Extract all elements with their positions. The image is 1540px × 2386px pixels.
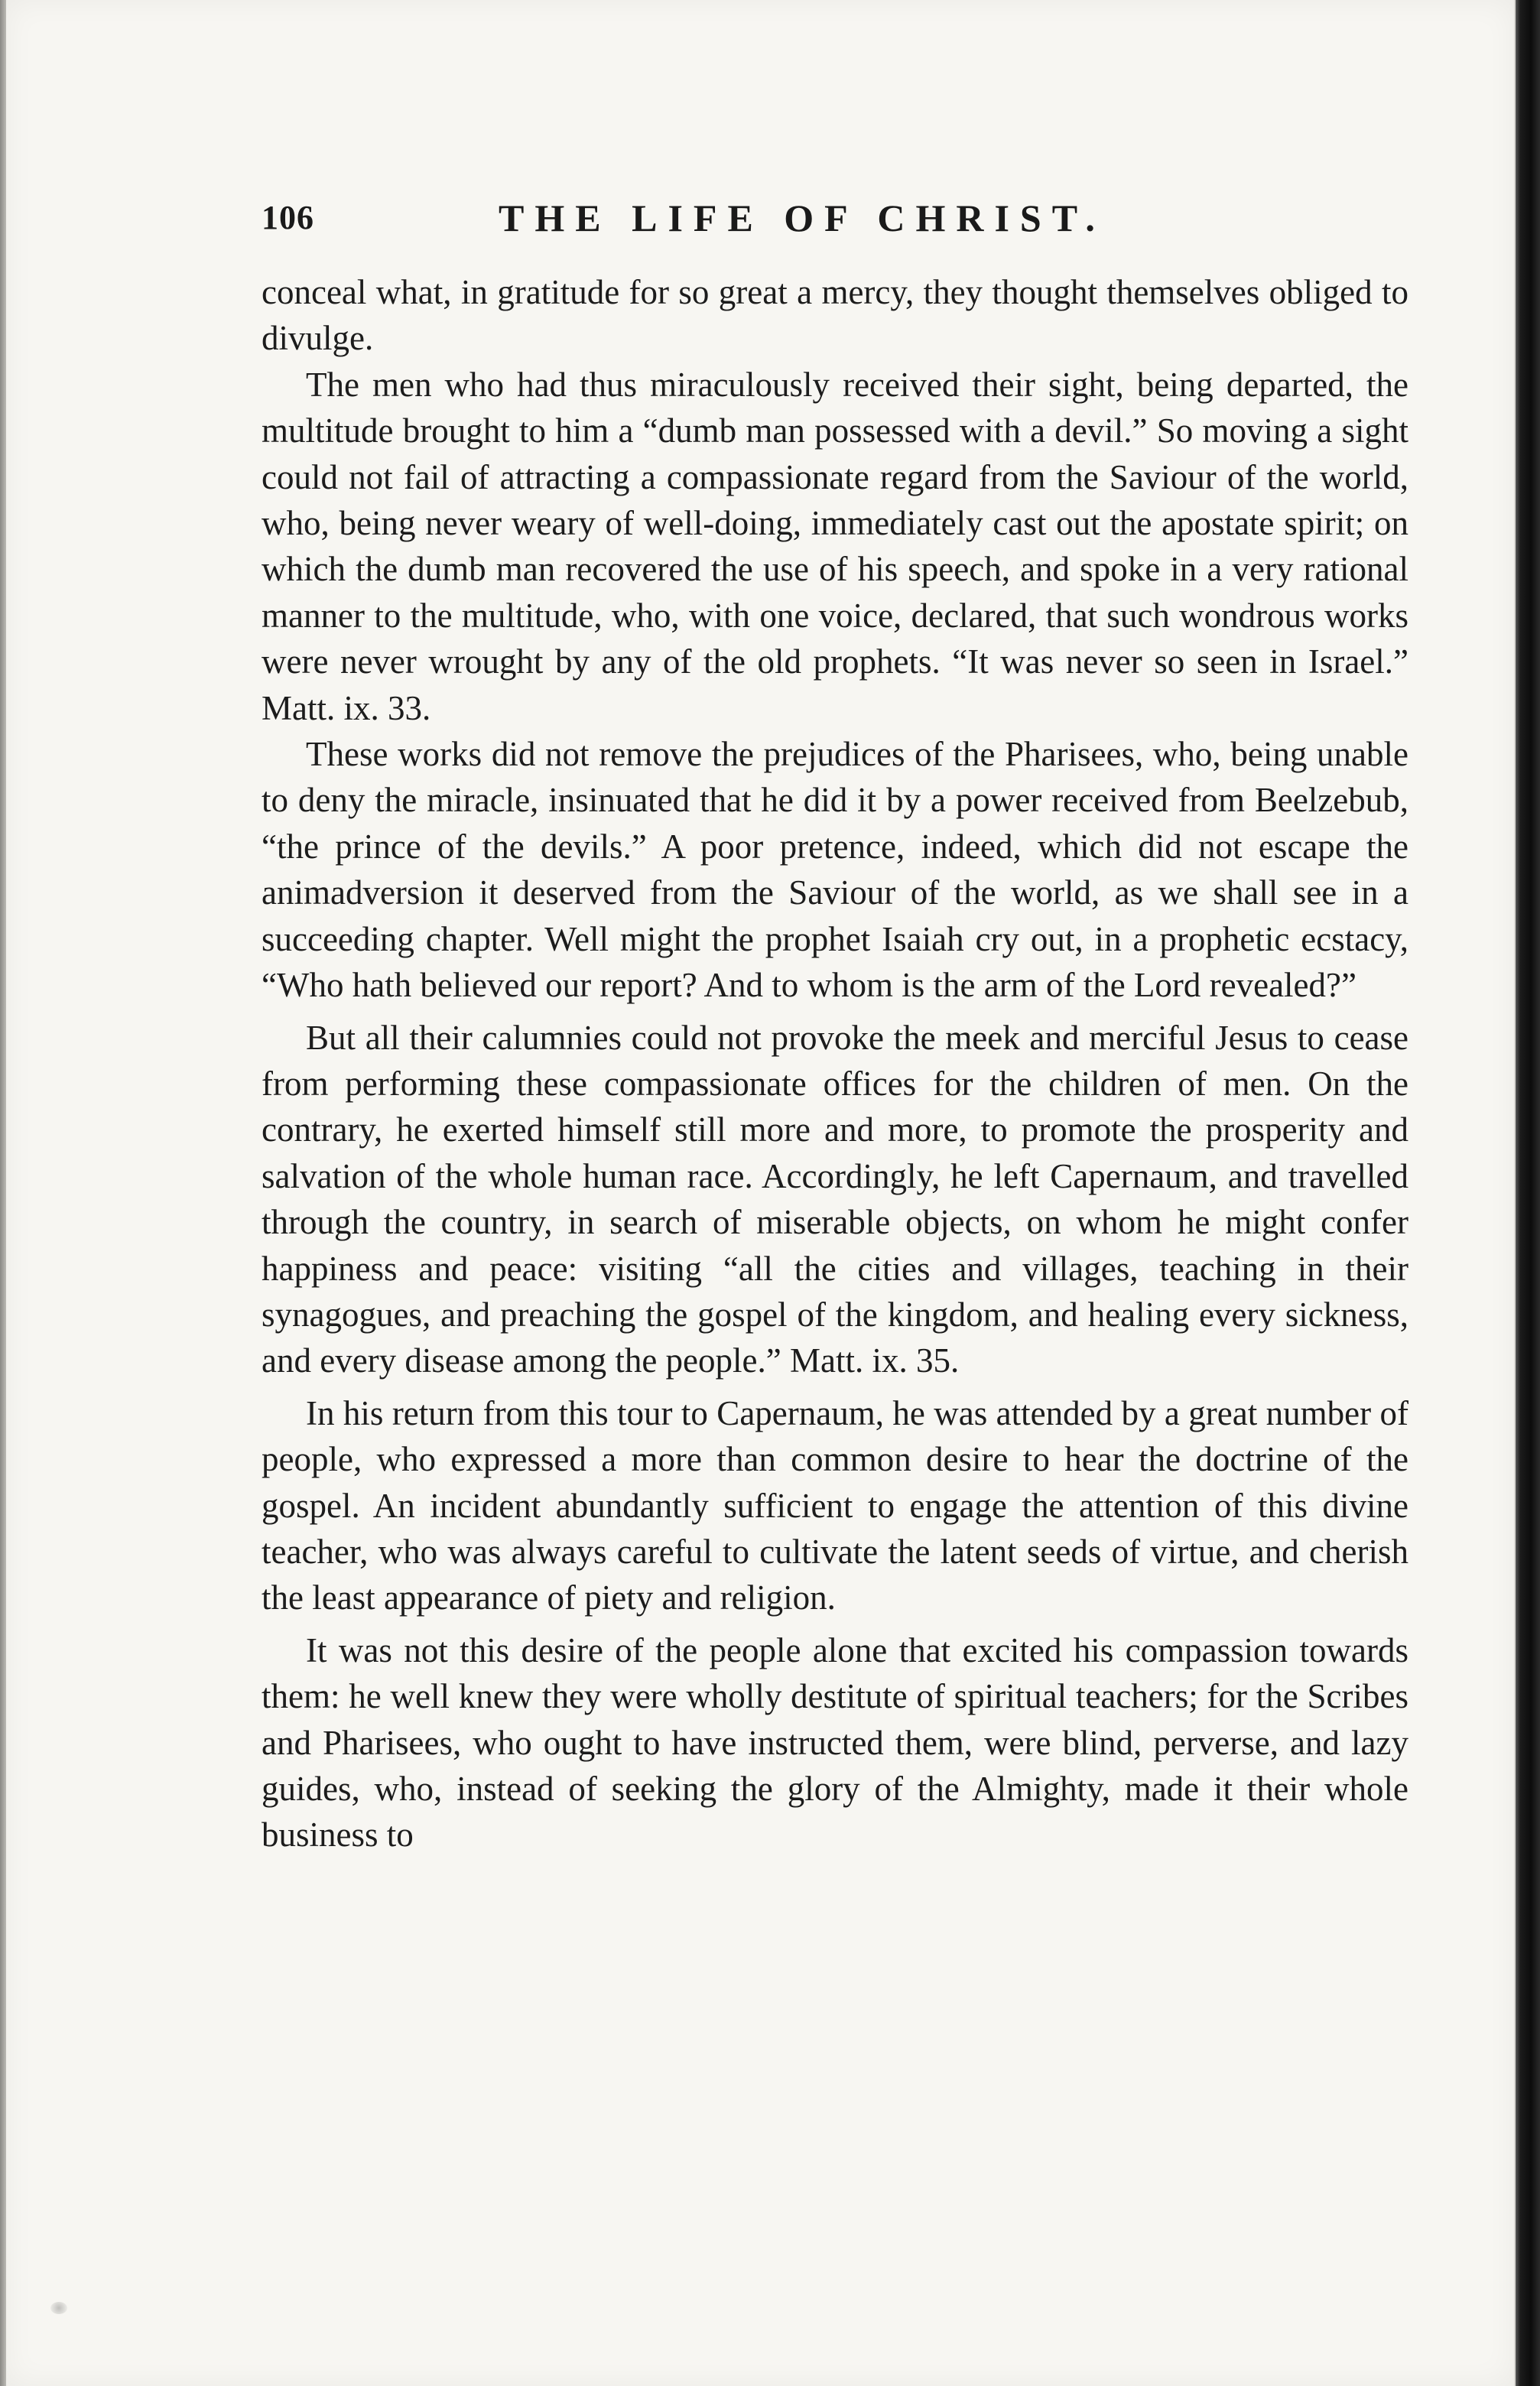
paragraph: But all their calumnies could not provoke the meek and merciful Jesus to cease from performing these compassionate offices for the children of men. On the contrary, he exerted himself still more and more, to promote the prosperity and salvation of the whole human race. Accordingly, he left Capernaum, and travelled through the country, in search of miserable objects, on whom he might confer happiness and peace: visiting “all the cities and villages, teaching in their synagogues, and preaching the gospel of the kingdom, and healing every sickness, and every disease among the people.” Matt. ix. 35. <box>262 1018 1408 1380</box>
running-head <box>262 191 1408 245</box>
book-title: THE LIFE OF CHRIST. <box>499 197 1106 239</box>
paragraph: These works did not remove the prejudices of the Pharisees, who, being unable to deny the miracle, insinuated that he did it by a power received from Beelzebub, “the prince of the devils.” A poor pretence, indeed, which did not escape the animadversion it deserved from the Saviour of the world, as we shall see in a succeeding chapter. Well might the prophet Isaiah cry out, in a prophetic ecstacy, “Who hath believed our report? And to whom is the arm of the Lord revealed?” <box>262 735 1408 1005</box>
body-text <box>262 269 1408 1858</box>
paragraph: In his return from this tour to Capernaum, he was attended by a great number of people, who expressed a more than common desire to hear the doctrine of the gospel. An incident abundantly sufficient to engage the attention of this divine teacher, who was always careful to cultivate the latent seeds of virtue, and cherish the least appearance of piety and religion. <box>262 1393 1408 1617</box>
paragraph: It was not this desire of the people alone that excited his compassion towards them: he well knew they were wholly destitute of spiritual teachers; for the Scribes and Pharisees, who ought to have instructed them, were blind, perverse, and lazy guides, who, instead of seeking the glory of the Almighty, made it their whole business to <box>262 1630 1408 1855</box>
scan-speck <box>50 2302 67 2314</box>
page-edge-shadow <box>1516 0 1540 2386</box>
paragraph: The men who had thus miraculously received their sight, being departed, the multitude brought to him a “dumb man possessed with a devil.” So moving a sight could not fail of attracting a compassionate regard from the Saviour of the world, who, being never weary of well-doing, immediately cast out the apostate spirit; on which the dumb man recovered the use of his speech, and spoke in a very rational manner to the multitude, who, with one voice, declared, that such wondrous works were never wrought by any of the old prophets. “It was never so seen in Israel.” Matt. ix. 33. <box>262 365 1408 727</box>
page-number: 106 <box>262 199 314 236</box>
paragraph-continued: conceal what, in gratitude for so great a mercy, they thought themselves obliged to divulge. <box>262 273 1408 358</box>
